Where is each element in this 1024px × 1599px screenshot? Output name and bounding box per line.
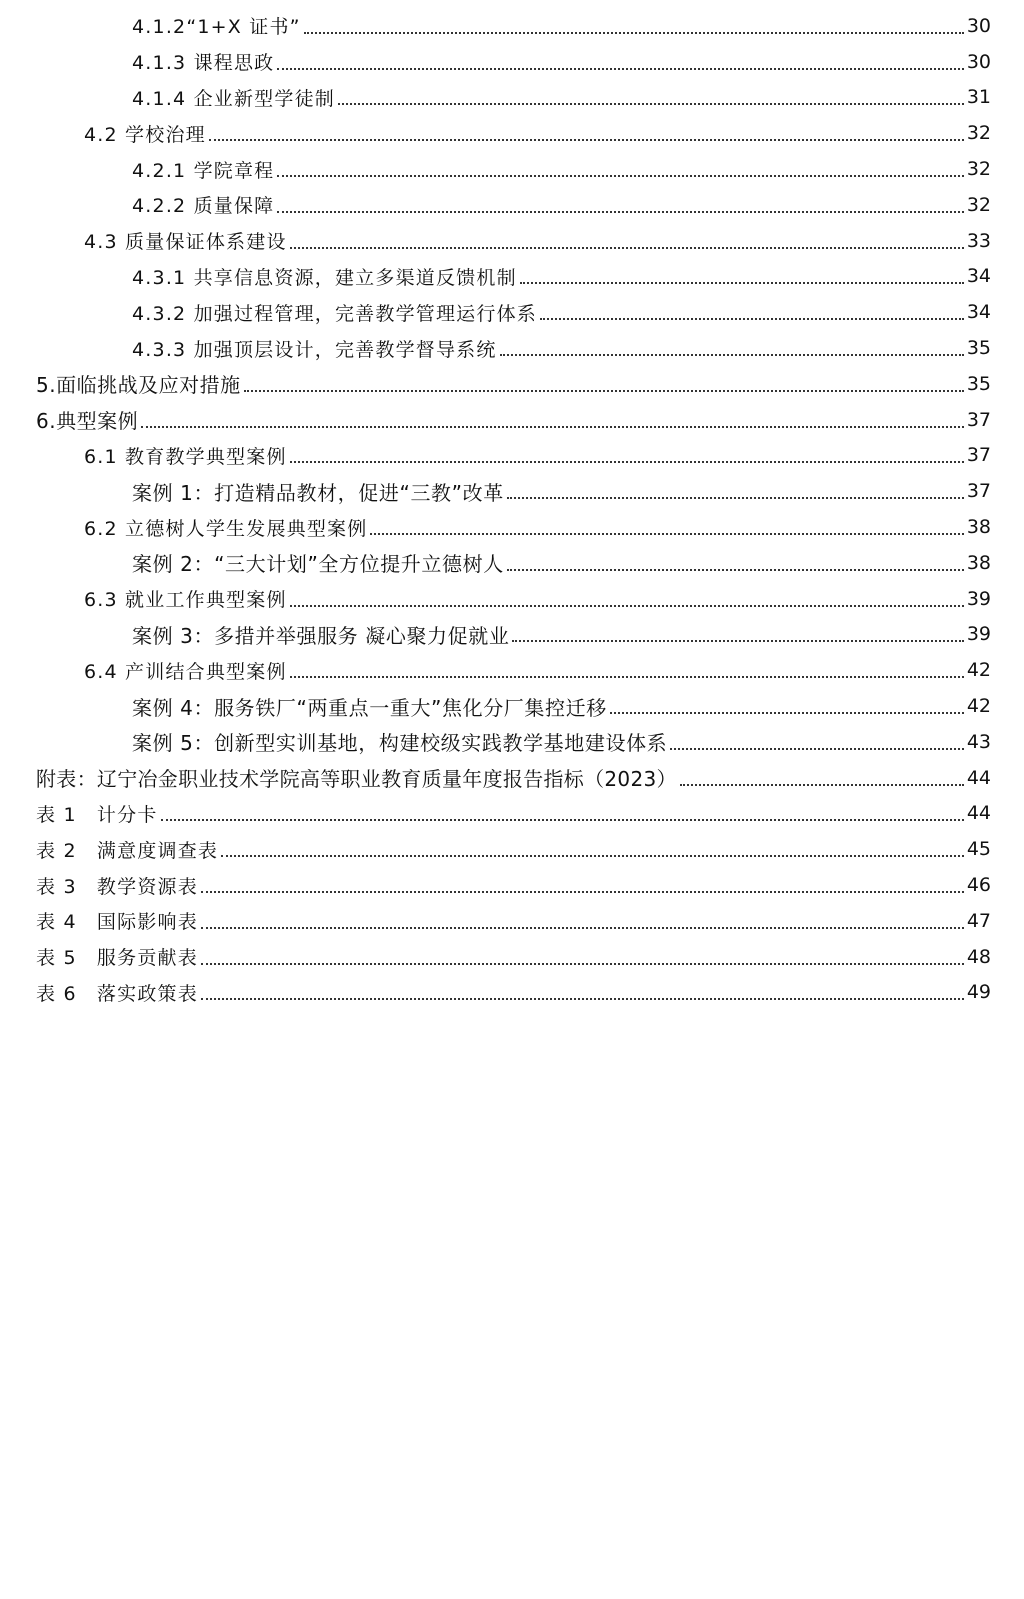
toc-entry-title: 6.3 就业工作典型案例 <box>84 589 287 612</box>
toc-entry[interactable] <box>0 688 1024 724</box>
toc-entry-title: 4.2 学校治理 <box>84 123 206 146</box>
toc-entry[interactable] <box>0 80 1024 116</box>
toc-dot-leader <box>221 855 964 857</box>
toc-entry-title: 表 3 教学资源表 <box>36 875 198 898</box>
toc-dot-leader <box>290 605 964 607</box>
toc-entry[interactable] <box>0 294 1024 330</box>
toc-entry-title: 4.3.3 加强顶层设计，完善教学督导系统 <box>132 338 497 361</box>
toc-dot-leader <box>209 139 964 141</box>
toc-entry[interactable] <box>0 652 1024 688</box>
toc-dot-leader <box>201 891 964 893</box>
toc-dot-leader <box>680 784 964 786</box>
toc-dot-leader <box>277 68 963 70</box>
toc-page-number: 32 <box>966 122 991 145</box>
toc-dot-leader <box>507 569 964 571</box>
toc-entry[interactable] <box>0 509 1024 545</box>
toc-entry[interactable] <box>0 581 1024 617</box>
toc-entry[interactable] <box>0 330 1024 366</box>
toc-dot-leader <box>244 390 964 392</box>
toc-dot-leader <box>277 211 963 213</box>
toc-page-number: 34 <box>966 265 991 288</box>
toc-dot-leader <box>201 927 964 929</box>
toc-page-number: 32 <box>966 158 991 181</box>
toc-page-number: 32 <box>966 193 991 216</box>
toc-entry-title: 表 1 计分卡 <box>36 803 158 826</box>
toc-entry-title: 4.3.2 加强过程管理，完善教学管理运行体系 <box>132 302 537 325</box>
toc-page-number: 37 <box>966 444 991 467</box>
toc-page-number: 42 <box>966 695 991 718</box>
toc-page-number: 38 <box>966 551 991 574</box>
toc-page-number: 49 <box>966 981 991 1004</box>
toc-page-number: 35 <box>966 337 991 360</box>
toc-entry[interactable] <box>0 796 1024 832</box>
toc-page-number: 37 <box>966 408 991 431</box>
toc-page-number: 31 <box>966 86 991 109</box>
toc-dot-leader <box>370 533 963 535</box>
toc-dot-leader <box>161 819 964 821</box>
toc-entry-title: 案例 2：“三大计划”全方位提升立德树人 <box>132 552 504 577</box>
toc-entry-title: 6.4 产训结合典型案例 <box>84 660 287 683</box>
toc-entry-title: 4.2.1 学院章程 <box>132 159 275 182</box>
toc-entry-title: 4.3 质量保证体系建设 <box>84 231 287 254</box>
toc-page-number: 46 <box>966 874 991 897</box>
toc-entry[interactable] <box>0 115 1024 151</box>
toc-entry-title: 6.1 教育教学典型案例 <box>84 445 287 468</box>
toc-page-number: 30 <box>966 14 991 37</box>
toc-page-number: 39 <box>966 623 991 646</box>
toc-entry[interactable] <box>0 975 1024 1011</box>
toc-entry[interactable] <box>0 831 1024 867</box>
toc-page-number: 48 <box>966 945 991 968</box>
toc-dot-leader <box>201 963 964 965</box>
toc-dot-leader <box>670 748 964 750</box>
toc-entry[interactable] <box>0 8 1024 44</box>
toc-dot-leader <box>290 247 964 249</box>
toc-dot-leader <box>304 32 964 34</box>
toc-entry-title: 案例 5：创新型实训基地，构建校级实践教学基地建设体系 <box>132 731 668 756</box>
toc-dot-leader <box>512 640 963 642</box>
toc-entry-title: 附表：辽宁冶金职业技术学院高等职业教育质量年度报告指标（2023） <box>36 767 677 792</box>
toc-entry-title: 4.1.2“1+X 证书” <box>132 16 301 39</box>
toc-entry[interactable] <box>0 545 1024 581</box>
toc-dot-leader <box>141 426 964 428</box>
toc-page-number: 44 <box>966 802 991 825</box>
toc-entry-title: 4.2.2 质量保障 <box>132 195 275 218</box>
toc-dot-leader <box>507 497 964 499</box>
toc-entry-title: 表 2 满意度调查表 <box>36 839 219 862</box>
toc-entry-title: 案例 1：打造精品教材，促进“三教”改革 <box>132 480 504 505</box>
toc-entry-title: 案例 4：服务铁厂“两重点一重大”焦化分厂集控迁移 <box>132 695 607 720</box>
toc-page-number: 34 <box>966 301 991 324</box>
toc-entry-title: 6.2 立德树人学生发展典型案例 <box>84 517 368 540</box>
toc-entry[interactable] <box>0 473 1024 509</box>
toc-entry[interactable] <box>0 223 1024 259</box>
toc-entry[interactable] <box>0 402 1024 438</box>
toc-page-number: 37 <box>966 480 991 503</box>
toc-entry-title: 4.3.1 共享信息资源，建立多渠道反馈机制 <box>132 266 517 289</box>
toc-entry-title: 4.1.4 企业新型学徒制 <box>132 87 335 110</box>
toc-dot-leader <box>277 175 963 177</box>
toc-entry-title: 表 4 国际影响表 <box>36 911 198 934</box>
toc-page-number: 35 <box>966 372 991 395</box>
toc-entry[interactable] <box>0 903 1024 939</box>
toc-entry-title: 表 5 服务贡献表 <box>36 947 198 970</box>
toc-page-number: 33 <box>966 229 991 252</box>
toc-entry[interactable] <box>0 438 1024 474</box>
toc-entry[interactable] <box>0 939 1024 975</box>
toc-page-number: 42 <box>966 659 991 682</box>
toc-entry-title: 表 6 落实政策表 <box>36 982 198 1005</box>
toc-page-number: 44 <box>966 766 991 789</box>
toc-dot-leader <box>338 103 964 105</box>
toc-entry[interactable] <box>0 187 1024 223</box>
toc-dot-leader <box>201 998 964 1000</box>
toc-entry[interactable] <box>0 44 1024 80</box>
toc-entry[interactable] <box>0 760 1024 796</box>
toc-page-number: 43 <box>966 730 991 753</box>
toc-dot-leader <box>540 318 964 320</box>
toc-page-number: 38 <box>966 516 991 539</box>
toc-entry[interactable] <box>0 724 1024 760</box>
toc-entry[interactable] <box>0 366 1024 402</box>
toc-dot-leader <box>290 461 964 463</box>
toc-page-number: 45 <box>966 838 991 861</box>
toc-page-number: 30 <box>966 50 991 73</box>
table-of-contents <box>0 8 1024 1010</box>
toc-entry[interactable] <box>0 151 1024 187</box>
toc-dot-leader <box>290 676 964 678</box>
toc-dot-leader <box>500 354 964 356</box>
toc-entry-title: 6.典型案例 <box>36 409 139 434</box>
toc-entry[interactable] <box>0 259 1024 295</box>
toc-dot-leader <box>610 712 964 714</box>
toc-entry-title: 5.面临挑战及应对措施 <box>36 373 241 398</box>
toc-entry-title: 4.1.3 课程思政 <box>132 52 275 75</box>
toc-entry[interactable] <box>0 617 1024 653</box>
toc-page-number: 47 <box>966 909 991 932</box>
toc-entry-title: 案例 3：多措并举强服务 凝心聚力促就业 <box>132 623 510 648</box>
toc-dot-leader <box>520 282 964 284</box>
toc-page-number: 39 <box>966 587 991 610</box>
toc-entry[interactable] <box>0 867 1024 903</box>
